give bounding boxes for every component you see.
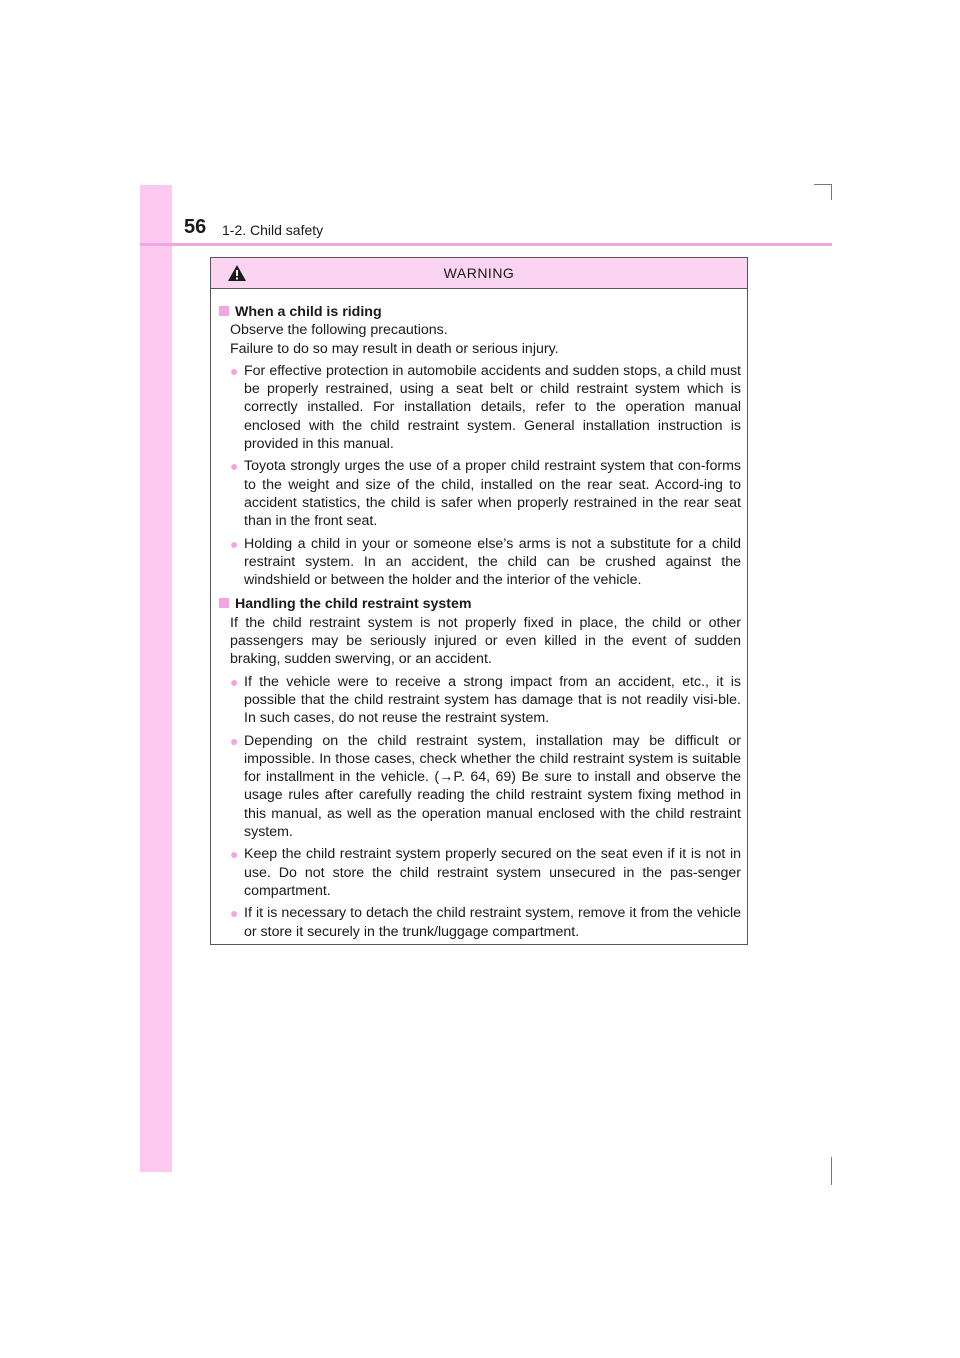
list-item: ● If it is necessary to detach the child restraint system, remove it from the vehicle or store it securely in the trunk/luggage compartment. (230, 904, 741, 941)
crop-mark (831, 184, 832, 200)
circle-bullet-icon (230, 362, 244, 453)
header-rule (140, 243, 832, 246)
list-item: ● Keep the child restraint system properly secured on the seat even if it is not in use. Do not store the child restraint system unsecured in the pas-senger compartment. (230, 845, 741, 900)
circle-bullet-icon (230, 845, 244, 900)
square-bullet-icon (219, 306, 229, 316)
side-tab (140, 185, 172, 1172)
intro-text: If the child restraint system is not properly fixed in place, the child or other passengers may be seriously injured or even killed in the event of sudden braking, sudden swerving, or an accident. (230, 614, 741, 668)
list-item: ● For effective protection in automobile accidents and sudden stops, a child must be properly restrained, using a seat belt or child restraint system which is correctly installed. For installation details, refer to the operation manual enclosed with the child restraint system. General installation instruction is provided in this manual. (230, 362, 741, 453)
circle-bullet-icon (230, 904, 244, 941)
page-number: 56 (184, 216, 207, 238)
warning-label: WARNING (443, 265, 515, 281)
circle-bullet-icon (230, 673, 244, 728)
section-title: 1-2. Child safety (222, 222, 324, 238)
list-item: ● Toyota strongly urges the use of a proper child restraint system that con-forms to the weight and size of the child, installed on the rear seat. Accord-ing to accident statistics, the child is safer when properly restrained in the rear seat than in the front seat. (230, 457, 741, 530)
section-heading: When a child is riding (219, 303, 741, 321)
intro-text: Failure to do so may result in death or serious injury. (230, 340, 559, 357)
warning-header (211, 258, 747, 289)
circle-bullet-icon (230, 457, 244, 530)
warning-content (211, 289, 747, 941)
warning-box (210, 257, 748, 945)
circle-bullet-icon (230, 535, 244, 590)
crop-mark (831, 1157, 832, 1185)
warning-triangle-icon (227, 264, 247, 282)
list-item: ● Depending on the child restraint system, installation may be difficult or impossible. In those cases, check whether the child restraint system is suitable for installment in the vehicle. (→P. 64, 69) Be sure to install and observe the usage rules after carefully reading the child restraint system fixing method in this manual, as well as the operation manual enclosed with the child restraint system. (230, 732, 741, 842)
section-heading: Handling the child restraint system (219, 595, 741, 613)
list-item: ● Holding a child in your or someone else’s arms is not a substitute for a child restraint system. In an accident, the child can be crushed against the windshield or between the holder and the interior of the vehicle. (230, 535, 741, 590)
crop-mark (814, 184, 832, 185)
circle-bullet-icon (230, 732, 244, 842)
intro-text: Observe the following precautions. (230, 322, 448, 339)
list-item: ● If the vehicle were to receive a strong impact from an accident, etc., it is possible that the child restraint system has damage that is not readily visi-ble. In such cases, do not reuse the restraint system. (230, 673, 741, 728)
square-bullet-icon (219, 598, 229, 608)
